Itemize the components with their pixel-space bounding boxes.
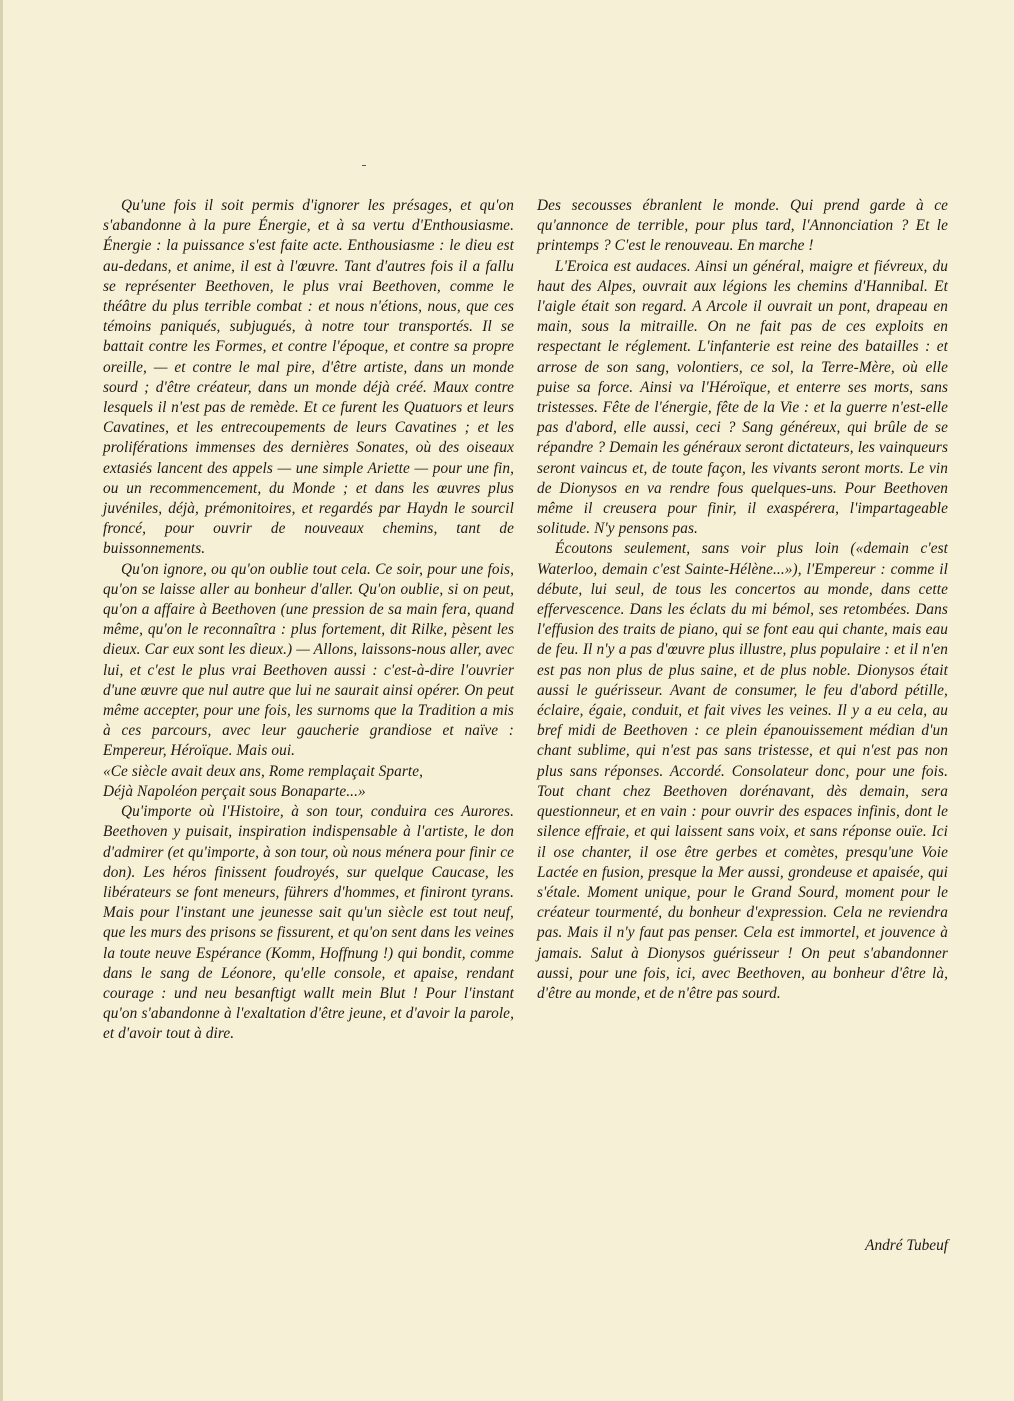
- quote-line-1: «Ce siècle avait deux ans, Rome remplaçait Sparte,: [103, 762, 424, 780]
- paragraph-forget: Qu'on ignore, ou qu'on oublie tout cela. Ce soir, pour une fois, qu'on se laisse aller au bonheur d'aller. Qu'on oublie, si on peut, qu'on a affaire à Beethoven (une pression de sa main fera, quand même, qu'on le reconnaîtra : plus fortement, dit Rilke, pèsent les dieux. Car eux sont les dieux.) — Allons, laissons-nous aller, avec lui, et c'est le plus vrai Beethoven aussi : c'est-à-dire l'ouvrier d'une œuvre que nul autre que lui ne saurait ainsi opérer. On peut même accepter, pour une fois, les surnoms que la Tradition a mis à ces parcours, avec leur gaucherie grandiose et naïve : Empereur, Héroïque. Mais oui.: [103, 560, 514, 760]
- paragraph-history: Qu'importe où l'Histoire, à son tour, conduira ces Aurores. Beethoven y puisait, inspiration indispensable à l'artiste, le don d'admirer (et qu'importe, à son tour, où nous ménera pour finir ce don). Les héros finissent foudroyés, sur quelque Caucase, les libérateurs se font meneurs, führers d'hommes, et finiront tyrans. Mais pour l'instant une jeunesse sait qu'un siècle est tout neuf, que les murs des prisons se fissurent, et qu'on sent dans les veines la toute neuve Espérance (Komm, Hoffnung !) qui bondit, comme dans le sang de Léonore, qu'elle console, et apaise, rendant courage : und neu besanftigt wallt mein Blut ! Pour l'instant qu'on s'abandonne à l'exaltation d'être jeune, et d'avoir la parole, et d'avoir tout à dire.: [103, 803, 514, 1043]
- paragraph-enthusiasm: Qu'une fois il soit permis d'ignorer les présages, et qu'on s'abandonne à la pure Énergie, et à sa vertu d'Enthousiasme. Énergie : la puissance s'est faite acte. Enthousiasme : le dieu est au-dedans, et anime, il est à l'œuvre. Tant d'autres fois il a fallu se représenter Beethoven, le plus vrai Beethoven, comme le théâtre du plus terrible combat : et nous n'étions, nous, que ces témoins paniqués, subjugués, à notre tour transportés. Il se battait contre les Formes, et contre l'époque, et contre sa propre oreille, — et contre le mal pire, d'être artiste, dans un monde sourd ; d'être créateur, dans un monde déjà créé. Maux contre lesquels il n'est pas de remède. Et ce furent les Quatuors et leurs Cavatines, et les entrecoupements de leurs Cavatines ; et les proliférations immenses des dernières Sonates, où des oiseaux extasiés lancent des appels — une simple Ariette — pour une fin, ou un recommencement, du Monde ; et dans les œuvres plus juvéniles, déjà, prémonitoires, et regardés par Haydn le sourcil froncé, pour ouvrir de nouveaux chemins, tant de buissonnements.: [103, 197, 514, 558]
- article-right-column: [537, 196, 948, 1004]
- paragraph-secousses: Des secousses ébranlent le monde. Qui prend garde à ce qu'annonce de terrible, pour plus tard, l'Annonciation ? Et le printemps ? C'est le renouveau. En marche !: [537, 197, 948, 255]
- paragraph-empereur: Écoutons seulement, sans voir plus loin («demain c'est Waterloo, demain c'est Sainte-Hélène...»), l'Empereur : comme il débute, lui seul, de tous les concertos au monde, dans cette effervescence. Dans les éclats du mi bémol, ses retombées. Dans l'effusion des traits de piano, qui se font eau qui chante, mais eau de feu. Il n'y a pas d'œuvre plus illustre, plus populaire : et il n'en est pas non plus de plus saine, et de plus noble. Dionysos était aussi le guérisseur. Avant de consumer, le feu d'abord pétille, éclaire, égaie, conduit, et fait vives les veines. Il y a eu cela, au bref midi de Beethoven : ce plein épanouissement médian d'un chant sublime, qui n'est pas sans tristesse, et qui n'est pas non plus sans réponses. Accordé. Consolateur donc, pour une fois. Tout chant chez Beethoven dorénavant, dès demain, sera questionneur, et en vain : pour ouvrir des espaces infinis, dont le silence effraie, et qui laissent sans voix, et sans réponse ouïe. Ici il ose chanter, il ose être gerbes et comètes, presqu'une Voie Lactée en fusion, presque la Mer aussi, grondeuse et apaisée, qui s'étale. Moment unique, pour le Grand Sourd, moment pour le créateur tourmenté, du bonheur d'expression. Cela ne reviendra pas. Mais il n'y faut pas penser. Cela est immortel, et jouvence à jamais. Salut à Dionysos guérisseur ! On peut s'abandonner aussi, pour une fois, ici, avec Beethoven, au bonheur d'être là, d'être au monde, et de n'être pas sourd.: [537, 540, 948, 1002]
- author-signature: André Tubeuf: [865, 1237, 948, 1254]
- paragraph-eroica: L'Eroica est audaces. Ainsi un général, maigre et fiévreux, du haut des Alpes, ouvrait aux légions les chemins d'Hannibal. Et l'aigle était son regard. A Arcole il ouvrait un pont, drapeau en main, sous la mitraille. On ne fait pas de ces exploits en respectant le réglement. L'infanterie est reine des batailles : et arrose de son sang, volontiers, ce sol, la Terre-Mère, où elle puise sa force. Ainsi va l'Héroïque, et enterre ses morts, sans tristesses. Fête de l'énergie, fête de la Vie : et la guerre n'est-elle pas d'abord, elle aussi, ceci ? Sang généreux, qui brûle de se répandre ? Demain les généraux seront dictateurs, les vainqueurs seront vaincus et, de toute façon, les vivants seront morts. Le vin de Dionysos en va rendre fous quelques-uns. Pour Beethoven même il creusera pour finir, il exaspérera, l'impartageable solitude. N'y pensons pas.: [537, 257, 948, 538]
- article-left-column: [103, 196, 514, 1045]
- printer-mark: [362, 165, 366, 166]
- quote-line-2: Déjà Napoléon perçait sous Bonaparte...»: [103, 782, 366, 800]
